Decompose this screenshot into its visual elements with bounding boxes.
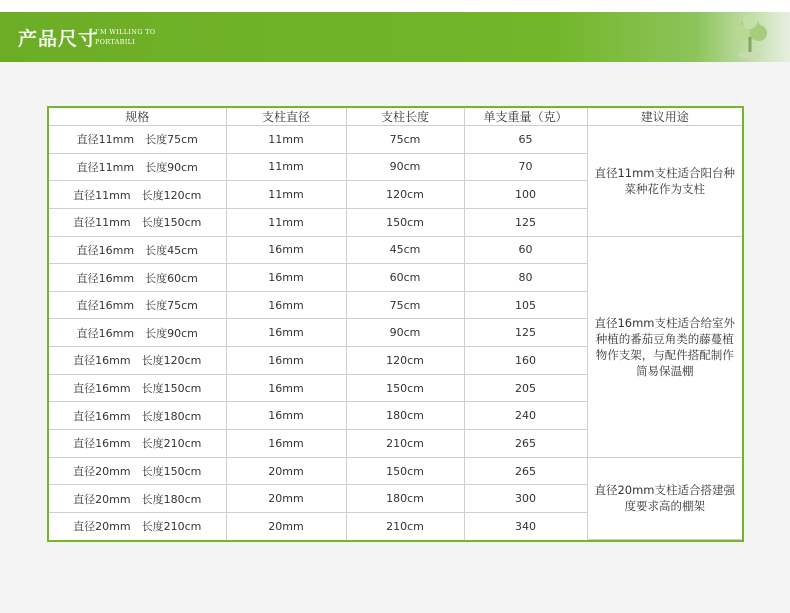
header-weight: 单支重量（克） <box>464 108 587 126</box>
cell-spec: 直径16mm 长度90cm <box>49 319 226 347</box>
cell-length: 150cm <box>346 457 464 485</box>
section-title: 产品尺寸 <box>18 28 99 50</box>
cell-length: 180cm <box>346 402 464 430</box>
cell-diameter: 16mm <box>226 264 346 292</box>
header-spec: 规格 <box>49 108 226 126</box>
cell-length: 120cm <box>346 347 464 375</box>
subtitle-line-2: PORTABILI <box>95 38 136 46</box>
subtitle-line-1: I'M WILLING TO <box>95 28 156 36</box>
table-row <box>49 236 742 264</box>
cell-spec: 直径11mm 长度90cm <box>49 153 226 181</box>
cell-weight: 65 <box>464 126 587 154</box>
cell-weight: 105 <box>464 291 587 319</box>
cell-spec: 直径16mm 长度45cm <box>49 236 226 264</box>
table-body <box>49 126 742 540</box>
cell-weight: 70 <box>464 153 587 181</box>
cell-diameter: 20mm <box>226 485 346 513</box>
cell-length: 75cm <box>346 291 464 319</box>
cell-weight: 60 <box>464 236 587 264</box>
header-usage: 建议用途 <box>587 108 742 126</box>
cell-spec: 直径16mm 长度150cm <box>49 374 226 402</box>
cell-spec: 直径20mm 长度210cm <box>49 512 226 539</box>
table-header-row <box>49 108 742 126</box>
cell-spec: 直径16mm 长度60cm <box>49 264 226 292</box>
cell-diameter: 16mm <box>226 347 346 375</box>
cell-weight: 125 <box>464 208 587 236</box>
cell-weight: 160 <box>464 347 587 375</box>
cell-spec: 直径11mm 长度150cm <box>49 208 226 236</box>
cell-weight: 240 <box>464 402 587 430</box>
cell-diameter: 16mm <box>226 291 346 319</box>
cell-length: 60cm <box>346 264 464 292</box>
header-length: 支柱长度 <box>346 108 464 126</box>
cell-length: 150cm <box>346 374 464 402</box>
cell-weight: 125 <box>464 319 587 347</box>
cell-weight: 300 <box>464 485 587 513</box>
tree-icon <box>730 13 772 61</box>
cell-weight: 205 <box>464 374 587 402</box>
cell-diameter: 11mm <box>226 208 346 236</box>
cell-diameter: 11mm <box>226 126 346 154</box>
cell-spec: 直径11mm 长度120cm <box>49 181 226 209</box>
cell-weight: 80 <box>464 264 587 292</box>
cell-length: 120cm <box>346 181 464 209</box>
cell-diameter: 16mm <box>226 402 346 430</box>
section-subtitle <box>95 27 155 47</box>
cell-usage-note: 直径20mm支柱适合搭建强度要求高的棚架 <box>587 457 742 539</box>
table-row <box>49 457 742 485</box>
size-table <box>49 108 742 540</box>
cell-weight: 340 <box>464 512 587 539</box>
table-row <box>49 126 742 154</box>
cell-spec: 直径16mm 长度120cm <box>49 347 226 375</box>
cell-weight: 265 <box>464 457 587 485</box>
cell-diameter: 16mm <box>226 374 346 402</box>
cell-usage-note: 直径11mm支柱适合阳台种菜种花作为支柱 <box>587 126 742 237</box>
cell-length: 90cm <box>346 319 464 347</box>
cell-spec: 直径20mm 长度150cm <box>49 457 226 485</box>
cell-weight: 100 <box>464 181 587 209</box>
cell-spec: 直径16mm 长度180cm <box>49 402 226 430</box>
top-strip <box>0 0 790 12</box>
cell-diameter: 20mm <box>226 512 346 539</box>
cell-length: 90cm <box>346 153 464 181</box>
cell-length: 180cm <box>346 485 464 513</box>
cell-length: 210cm <box>346 430 464 458</box>
cell-spec: 直径11mm 长度75cm <box>49 126 226 154</box>
cell-diameter: 16mm <box>226 236 346 264</box>
cell-length: 210cm <box>346 512 464 539</box>
cell-diameter: 16mm <box>226 319 346 347</box>
cell-weight: 265 <box>464 430 587 458</box>
cell-length: 75cm <box>346 126 464 154</box>
size-table-container <box>47 106 744 542</box>
header-diameter: 支柱直径 <box>226 108 346 126</box>
cell-usage-note: 直径16mm支柱适合给室外种植的番茄豆角类的藤蔓植物作支架，与配件搭配制作简易保温棚 <box>587 236 742 457</box>
cell-length: 150cm <box>346 208 464 236</box>
cell-diameter: 20mm <box>226 457 346 485</box>
cell-spec: 直径16mm 长度75cm <box>49 291 226 319</box>
section-banner <box>0 12 790 62</box>
cell-length: 45cm <box>346 236 464 264</box>
cell-spec: 直径16mm 长度210cm <box>49 430 226 458</box>
cell-diameter: 11mm <box>226 153 346 181</box>
cell-spec: 直径20mm 长度180cm <box>49 485 226 513</box>
cell-diameter: 11mm <box>226 181 346 209</box>
cell-diameter: 16mm <box>226 430 346 458</box>
